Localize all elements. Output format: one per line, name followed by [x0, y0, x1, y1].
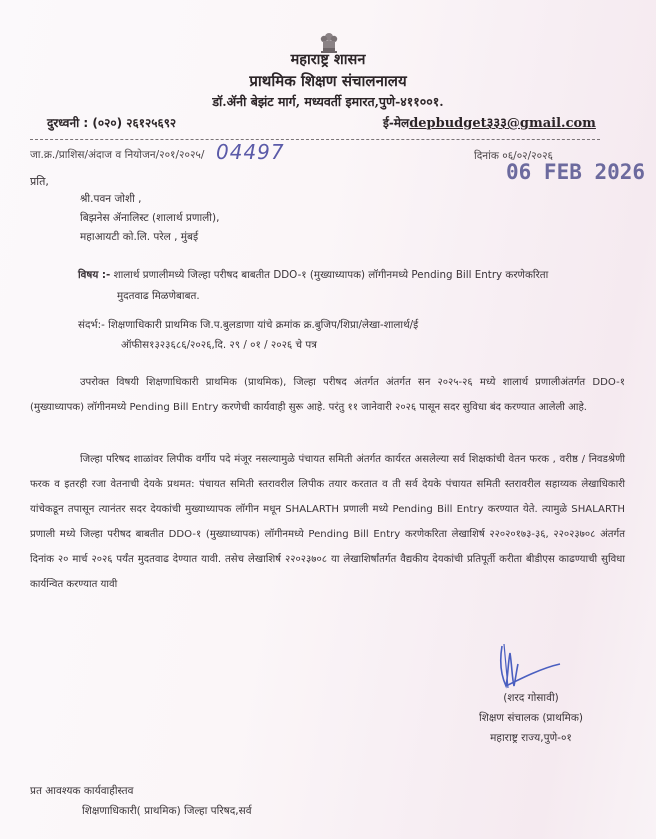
reference-line-1: शिक्षणाधिकारी प्राथमिक जि.प.बुलडाणा यांचे क्रमांक क्र.बुजिप/शिप्रा/लेखा-शालार्थ/ई: [108, 319, 419, 331]
letterhead-address: डॉ.ॲनी बेझंट मार्ग, मध्यवर्ती इमारत,पुणे-४११००१.: [212, 94, 444, 109]
signatory-block: [456, 688, 606, 748]
body-paragraph-1: [30, 370, 625, 420]
copy-to-recipient: शिक्षणाधिकारी( प्राथमिक) जिल्हा परिषद,सर्व: [82, 805, 252, 817]
reference-block: [78, 315, 598, 355]
email-link[interactable]: depbudget३३३@gmail.com: [409, 116, 596, 131]
copy-to-label: प्रत आवश्यक कार्यवाहीस्तव: [30, 785, 134, 797]
paragraph-2-text: जिल्हा परिषद शाळांवर लिपीक वर्गीय पदे मंजूर नसल्यामुळे पंचायत समिती अंतर्गत कार्यरत असलेल्या सर्व शिक्षकांची वेतन फरक , वरीष्ठ / निवडश्रेणी फरक व इतरही रजा वेतनाची देयके प्रथमत: पंचायत समिती स्तरावरील लिपीक तयार करतात व ती सर्व देयके पंचायत समिती स्तरावरील सहाय्यक लेखाधिकारी यांचेकडून तपासून त्यानंतर सदर देयकांची मुख्याध्यापक लॉगीन मधून SHALARTH प्रणाली मध्ये Pending Bill Entry करण्यात येते. त्यामुळे SHALARTH प्रणाली मध्ये जिल्हा परीषद बाबतीत DDO-१ (मुख्याध्यापक) लॉगीनमध्ये Pending Bill Entry करणेकरिता लेखाशिर्ष २२०२०१७३-३६, २२०२३७०८ अंतर्गत दिनांक २० मार्च २०२६ पर्यंत मुदतवाढ देण्यात यावी. तसेच लेखाशिर्ष २२०२३७०८ या लेखाशिर्षांतर्गत वैद्यकीय देयकांची प्रतिपूर्ती करीता बीडीएस काढण्याची सुविधा कार्यन्वित करण्यात यावी: [30, 454, 625, 590]
letterhead-phone: दुरध्वनी : (०२०) २६१२५६९२: [47, 116, 177, 130]
recipient-designation: बिझनेस ॲनालिस्ट (शालार्थ प्रणाली),: [80, 212, 220, 224]
letter-date: दिनांक ०६/०२/२०२६: [474, 150, 553, 162]
letterhead-email: [383, 113, 596, 131]
subject-line-1: शालार्थ प्रणालीमध्ये जिल्हा परीषद बाबतीत DDO-१ (मुख्याध्यापक) लॉगीनमध्ये Pending Bill Entry करणेकरिता: [113, 269, 549, 281]
reference-line-2: ऑफीस१३२३६८६/२०२६,दि. २९ / ०१ / २०२६ चे पत्र: [121, 339, 317, 351]
paragraph-1-text: उपरोक्त विषयी शिक्षणाधिकारी प्राथमिक (प्राथमिक), जिल्हा परीषद अंतर्गत अंतर्गत सन २०२५-२६ मध्ये शालार्थ प्रणालीअंतर्गत DDO-१ (मुख्याध्यापक) लॉगीनमध्ये Pending Bill Entry करणेची कार्यवाही सुरू आहे. परंतु ११ जानेवारी २०२६ पासून सदर सुविधा बंद करण्यात आलेली आहे.: [30, 377, 625, 413]
email-prefix: ई-मेल: [383, 116, 410, 130]
header-divider: [30, 139, 600, 140]
letterhead-government: महाराष्ट्र शासन: [290, 51, 366, 68]
signatory-name: (शरद गोसावी): [503, 692, 559, 704]
received-date-stamp: 06 FEB 2026: [506, 160, 646, 184]
recipient-name: श्री.पवन जोशी ,: [80, 193, 142, 205]
body-paragraph-2: [30, 447, 625, 597]
recipient-salutation: प्रति,: [30, 175, 49, 188]
signatory-office: महाराष्ट्र राज्य,पुणे-०१: [490, 732, 572, 744]
letterhead-department: प्राथमिक शिक्षण संचालनालय: [249, 72, 407, 90]
reference-label: संदर्भ:-: [78, 319, 105, 331]
outward-number: जा.क्र./प्राशिस/अंदाज व नियोजन/२०१/२०२५/: [30, 149, 205, 161]
recipient-address: [80, 190, 219, 247]
subject-line-2: मुदतवाढ मिळणेबाबत.: [117, 290, 200, 302]
copy-to-block: [30, 781, 252, 821]
signatory-designation: शिक्षण संचालक (प्राथमिक): [479, 712, 583, 724]
subject-block: [78, 265, 623, 307]
subject-label: विषय :-: [78, 269, 111, 281]
recipient-organization: महाआयटी को.लि. परेल , मुंबई: [80, 231, 199, 243]
handwritten-number: 04497: [216, 140, 285, 164]
